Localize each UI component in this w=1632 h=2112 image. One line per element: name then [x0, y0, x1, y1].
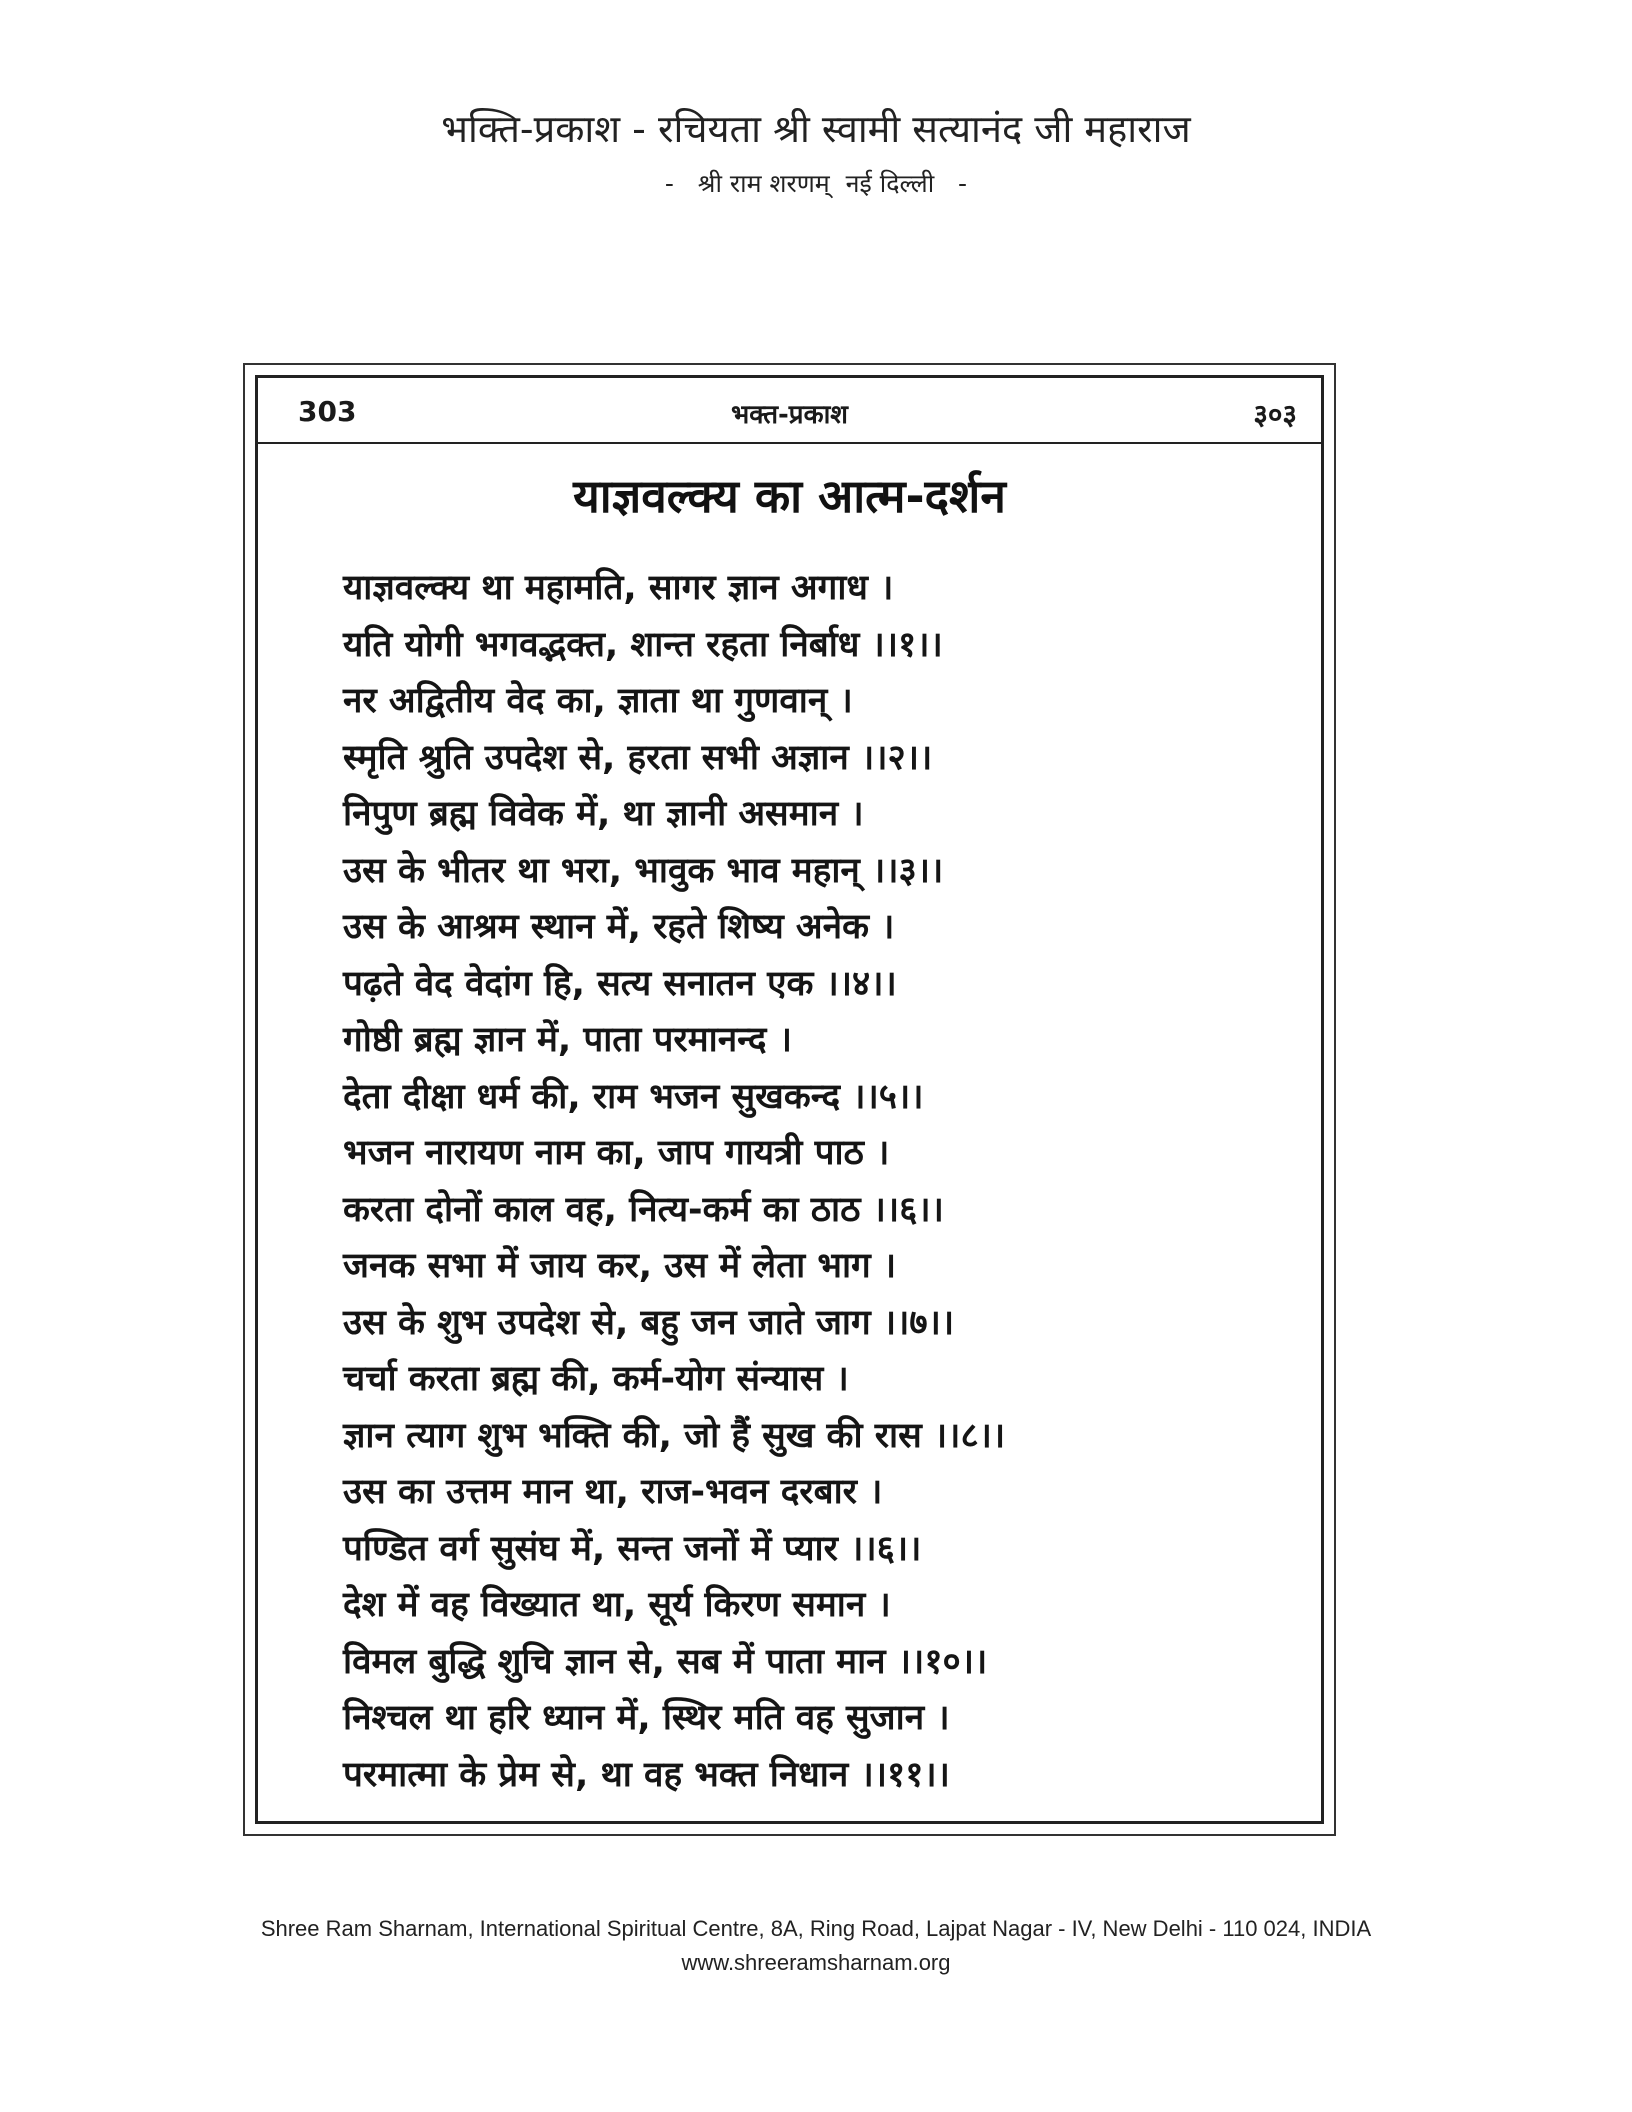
verse-line: भजन नारायण नाम का, जाप गायत्री पाठ । — [343, 1133, 890, 1173]
page-frame — [243, 363, 1336, 1836]
running-header — [258, 378, 1321, 444]
document-title: भक्ति-प्रकाश - रचियता श्री स्वामी सत्यानंद जी महाराज — [441, 107, 1191, 151]
running-title: भक्त-प्रकाश — [730, 400, 848, 430]
verse-line: उस के शुभ उपदेश से, बहु जन जाते जाग ।।७।। — [343, 1302, 955, 1343]
verse-line: निश्चल था हरि ध्यान में, स्थिर मति वह सुजान । — [343, 1698, 950, 1738]
verse-line: नर अद्वितीय वेद का, ज्ञाता था गुणवान् । — [343, 681, 853, 721]
page-number-left: 303 — [298, 395, 357, 428]
verse-line: उस के आश्रम स्थान में, रहते शिष्य अनेक । — [343, 907, 895, 947]
verse-line: पण्डित वर्ग सुसंघ में, सन्त जनों में प्यार ।।६।। — [343, 1528, 922, 1569]
verse-line: विमल बुद्धि शुचि ज्ञान से, सब में पाता मान ।।१०।। — [343, 1641, 988, 1682]
verse-line: याज्ञवल्क्य था महामति, सागर ज्ञान अगाध । — [343, 568, 894, 608]
verse-line: देश में वह विख्यात था, सूर्य किरण समान । — [343, 1585, 891, 1625]
verse-line: जनक सभा में जाय कर, उस में लेता भाग । — [343, 1246, 897, 1286]
verse-list — [343, 560, 1243, 1803]
chapter-heading: याज्ञवल्क्य का आत्म-दर्शन — [573, 469, 1006, 523]
verse-line: स्मृति श्रुति उपदेश से, हरता सभी अज्ञान ।।२।। — [343, 737, 933, 778]
verse-line: करता दोनों काल वह, नित्य-कर्म का ठाठ ।।६।। — [343, 1189, 944, 1230]
document-subtitle: - श्री राम शरणम् नई दिल्ली - — [664, 169, 968, 198]
footer-url[interactable]: www.shreeramsharnam.org — [681, 1950, 951, 1975]
verse-line: परमात्मा के प्रेम से, था वह भक्त निधान ।।११।। — [343, 1754, 950, 1795]
verse-line: यति योगी भगवद्भक्त, शान्त रहता निर्बाध ।।१।। — [343, 624, 943, 665]
footer-address: Shree Ram Sharnam, International Spiritual Centre, 8A, Ring Road, Lajpat Nagar - IV, New Delhi - 110 024, INDIA — [260, 1916, 1372, 1941]
verse-line: देता दीक्षा धर्म की, राम भजन सुखकन्द ।।५।। — [343, 1076, 924, 1117]
page-inner-frame — [255, 375, 1324, 1824]
verse-line: पढ़ते वेद वेदांग हि, सत्य सनातन एक ।।४।। — [343, 963, 897, 1004]
verse-line: गोष्ठी ब्रह्म ज्ञान में, पाता परमानन्द । — [343, 1020, 792, 1060]
verse-line: उस के भीतर था भरा, भावुक भाव महान् ।।३।। — [343, 850, 944, 891]
verse-line: उस का उत्तम मान था, राज-भवन दरबार । — [343, 1472, 883, 1512]
verse-line: निपुण ब्रह्म विवेक में, था ज्ञानी असमान । — [343, 794, 864, 834]
verse-line: ज्ञान त्याग शुभ भक्ति की, जो हैं सुख की रास ।।८।। — [343, 1415, 1006, 1456]
verse-line: चर्चा करता ब्रह्म की, कर्म-योग संन्यास । — [343, 1359, 849, 1399]
page-number-right: ३०३ — [1253, 398, 1297, 431]
